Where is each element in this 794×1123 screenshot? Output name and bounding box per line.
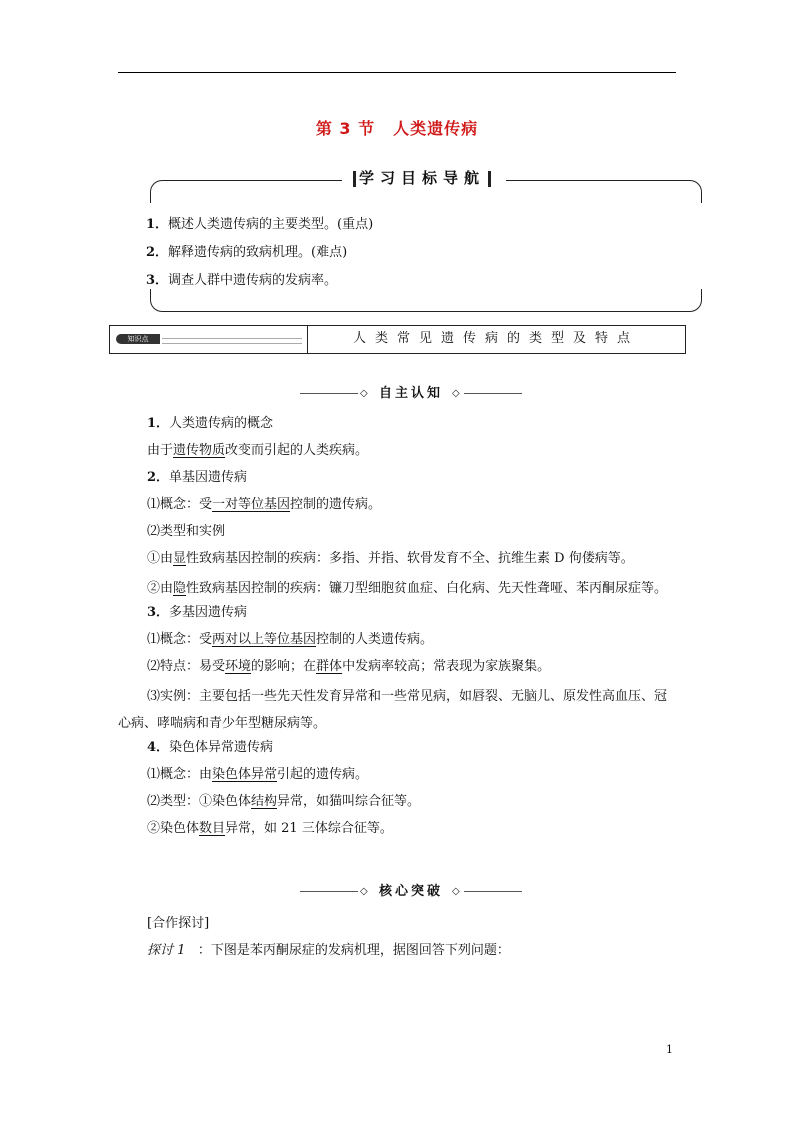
content-body bbox=[118, 413, 678, 845]
learning-goals-label: 学习目标导航 bbox=[342, 166, 502, 190]
section-label: 核心突破 bbox=[378, 884, 443, 899]
topic-header-table bbox=[109, 325, 686, 354]
section-divider-self-study: ◇ 自主认知 ◇ bbox=[300, 385, 522, 403]
paragraph: ⑵类型和实例 bbox=[147, 524, 226, 539]
paragraph: ⑴概念：受两对以上等位基因控制的人类遗传病。 bbox=[147, 632, 434, 647]
page-number: 1 bbox=[666, 1043, 673, 1056]
heading-1: 1．人类遗传病的概念 bbox=[147, 416, 274, 431]
section-divider-core: ◇ 核心突破 ◇ bbox=[300, 883, 522, 901]
paragraph: ⑶实例：主要包括一些先天性发育异常和一些常见病，如唇裂、无脑儿、原发性高血压、冠心病、哮喘病和青少年型糖尿病等。 bbox=[118, 689, 668, 731]
paragraph: ②由隐性致病基因控制的疾病：镰刀型细胞贫血症、白化病、先天性聋哑、苯丙酮尿症等。 bbox=[147, 581, 668, 596]
heading-2: 2．单基因遗传病 bbox=[147, 470, 248, 485]
topic-tag-cell bbox=[110, 326, 308, 353]
goal-item: 1．概述人类遗传病的主要类型。(重点) bbox=[146, 217, 374, 232]
topic-tag: 知识点 bbox=[116, 334, 160, 344]
heading-3: 3．多基因遗传病 bbox=[147, 605, 248, 620]
discussion-question: 探讨 1 ：下图是苯丙酮尿症的发病机理，据图回答下列问题： bbox=[147, 943, 510, 958]
topic-title: 人类常见遗传病的类型及特点 bbox=[352, 331, 639, 346]
paragraph: ①由显性致病基因控制的疾病：多指、并指、软骨发育不全、抗维生素 D 佝偻病等。 bbox=[147, 551, 634, 566]
discussion-block bbox=[118, 913, 678, 967]
heading-4: 4．染色体异常遗传病 bbox=[147, 740, 274, 755]
section-label: 自主认知 bbox=[378, 386, 443, 401]
chapter-name: 人类遗传病 bbox=[393, 119, 479, 138]
discussion-heading: [合作探讨] bbox=[147, 916, 210, 931]
goal-item: 3．调查人群中遗传病的发病率。 bbox=[146, 273, 338, 288]
paragraph: ⑴概念：由染色体异常引起的遗传病。 bbox=[147, 767, 369, 782]
header-rule bbox=[118, 72, 676, 73]
learning-goals-list bbox=[146, 214, 666, 298]
page-title bbox=[0, 116, 794, 139]
chapter-number: 第 3 节 bbox=[315, 119, 376, 138]
paragraph: ②染色体数目异常，如 21 三体综合征等。 bbox=[147, 821, 393, 836]
paragraph: ⑵特点：易受环境的影响；在群体中发病率较高；常表现为家族聚集。 bbox=[147, 659, 551, 674]
paragraph: 由于遗传物质改变而引起的人类疾病。 bbox=[147, 443, 369, 458]
paragraph: ⑵类型：①染色体结构异常，如猫叫综合征等。 bbox=[147, 794, 421, 809]
goal-item: 2．解释遗传病的致病机理。(难点) bbox=[146, 245, 348, 260]
topic-stripe-decoration bbox=[162, 338, 302, 344]
paragraph: ⑴概念：受一对等位基因控制的遗传病。 bbox=[147, 497, 382, 512]
